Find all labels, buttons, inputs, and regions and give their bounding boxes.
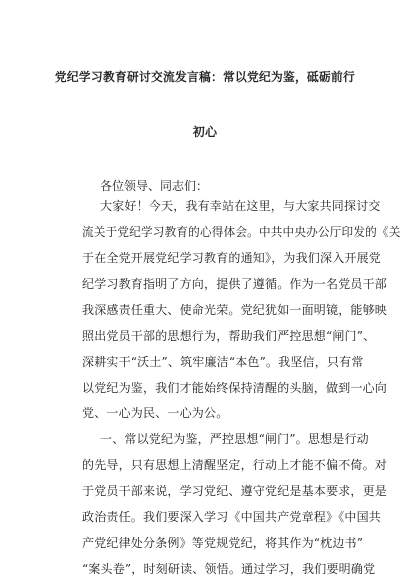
- section-heading-line: 一、常以党纪为鉴，严控思想“闸门”。思想是行动: [100, 432, 369, 446]
- paragraph-line: 党、一心为民、一心为公。: [82, 406, 229, 420]
- paragraph-line: 我深感责任重大、使命光荣。党纪犹如一面明镜，能够映: [82, 303, 388, 317]
- paragraph-line: 以党纪为鉴，我们才能始终保持清醒的头脑，做到一心向: [82, 381, 388, 395]
- paragraph-line: 深耕实干“沃土”、筑牢廉洁“本色”。我坚信，只有常: [82, 355, 364, 369]
- paragraph-line: “案头卷”，时刻研读、领悟。通过学习，我们要明确党: [82, 562, 376, 576]
- paragraph-line: 于党员干部来说，学习党纪、遵守党纪是基本要求，更是: [82, 484, 388, 498]
- paragraph-line: 流关于党纪学习教育的心得体会。中共中央办公厅印发的《关: [82, 225, 401, 239]
- paragraph-line: 的先导，只有思想上清醒坚定，行动上才能不偏不倚。对: [82, 458, 388, 472]
- salutation: 各位领导、同志们：: [100, 179, 209, 193]
- paragraph-line: 照出党员干部的思想行为，帮助我们严控思想“闸门”、: [82, 329, 376, 343]
- paragraph-line: 大家好！今天，我有幸站在这里，与大家共同探讨交: [100, 199, 381, 213]
- paragraph-line: 纪学习教育指明了方向，提供了遵循。作为一名党员干部: [82, 277, 388, 291]
- document-title-continuation: 初心: [192, 125, 218, 139]
- paragraph-line: 产党纪律处分条例》等党规党纪，将其作为“枕边书”: [82, 536, 364, 550]
- document-title: 党纪学习教育研讨交流发言稿：常以党纪为鉴，砥砺前行: [54, 70, 356, 84]
- paragraph-line: 于在全党开展党纪学习教育的通知》，为我们深入开展党: [82, 251, 382, 265]
- paragraph-line: 政治责任。我们要深入学习《中国共产党章程》《中国共: [82, 510, 382, 524]
